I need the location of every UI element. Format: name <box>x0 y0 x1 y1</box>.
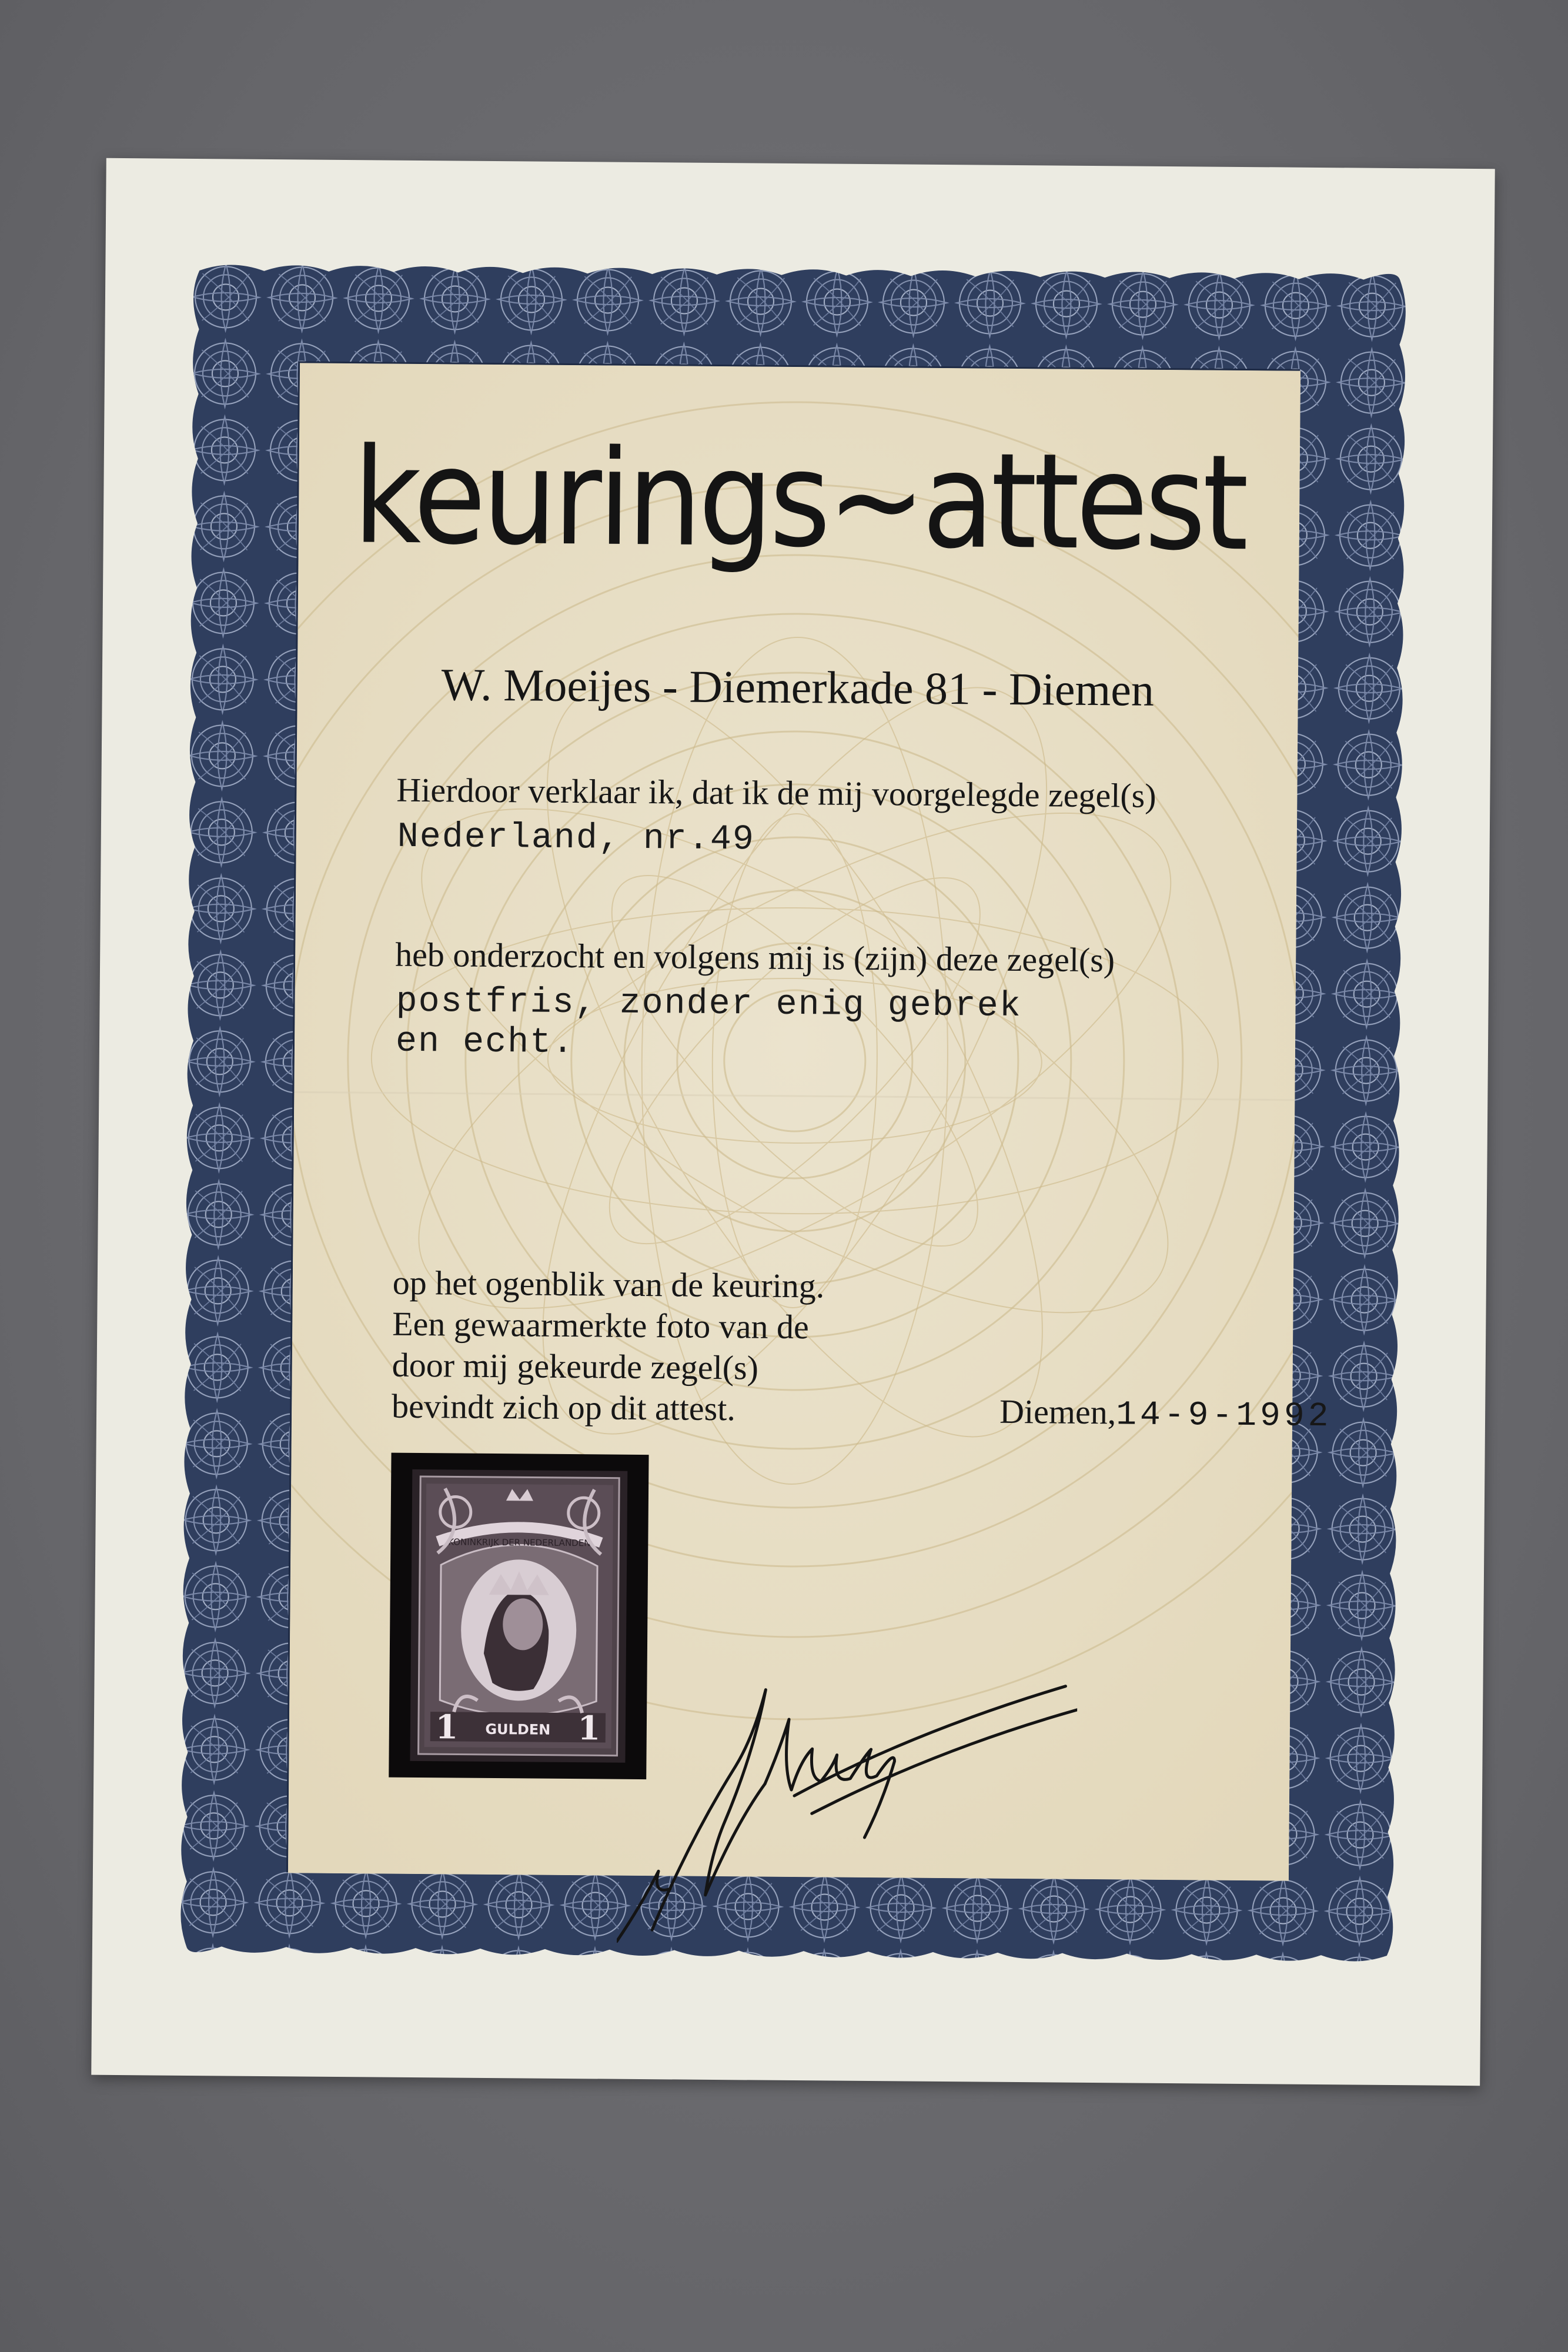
closing-line-3: door mij gekeurde zegel(s) <box>392 1345 759 1387</box>
certificate-card <box>91 158 1495 2086</box>
stamp-value-left: 1 <box>435 1708 459 1747</box>
signature <box>617 1648 1078 1980</box>
stamp-identity: Nederland, nr.49 <box>397 817 755 860</box>
place-and-date <box>999 1392 1332 1436</box>
declaration-line-2: heb onderzocht en volgens mij is (zijn) deze zegel(s) <box>394 935 1115 980</box>
stamp-value-right: 1 <box>577 1709 601 1748</box>
closing-line-4: bevindt zich op dit attest. <box>391 1387 736 1428</box>
stamp-top-text: KONINKRIJK DER NEDERLANDEN <box>448 1536 591 1549</box>
closing-line-2: Een gewaarmerkte foto van de <box>392 1304 810 1347</box>
place: Diemen, <box>999 1392 1116 1432</box>
verdict-line-1: postfris, zonder enig gebrek <box>396 981 1022 1027</box>
verdict-line-2: en echt. <box>395 1021 575 1064</box>
certificate-title: keurings~attest <box>352 420 1246 580</box>
issuer-address: W. Moeijes - Diemerkade 81 - Diemen <box>441 659 1155 716</box>
certificate-content <box>288 363 1332 1880</box>
date-value: 14-9-1992 <box>1115 1396 1332 1436</box>
declaration-line-1: Hierdoor verklaar ik, dat ik de mij voorgelegde zegel(s) <box>396 770 1156 815</box>
stamp-denomination: GULDEN <box>485 1720 551 1738</box>
closing-line-1: op het ogenblik van de keuring. <box>392 1263 825 1305</box>
stamp-photo <box>389 1453 648 1779</box>
